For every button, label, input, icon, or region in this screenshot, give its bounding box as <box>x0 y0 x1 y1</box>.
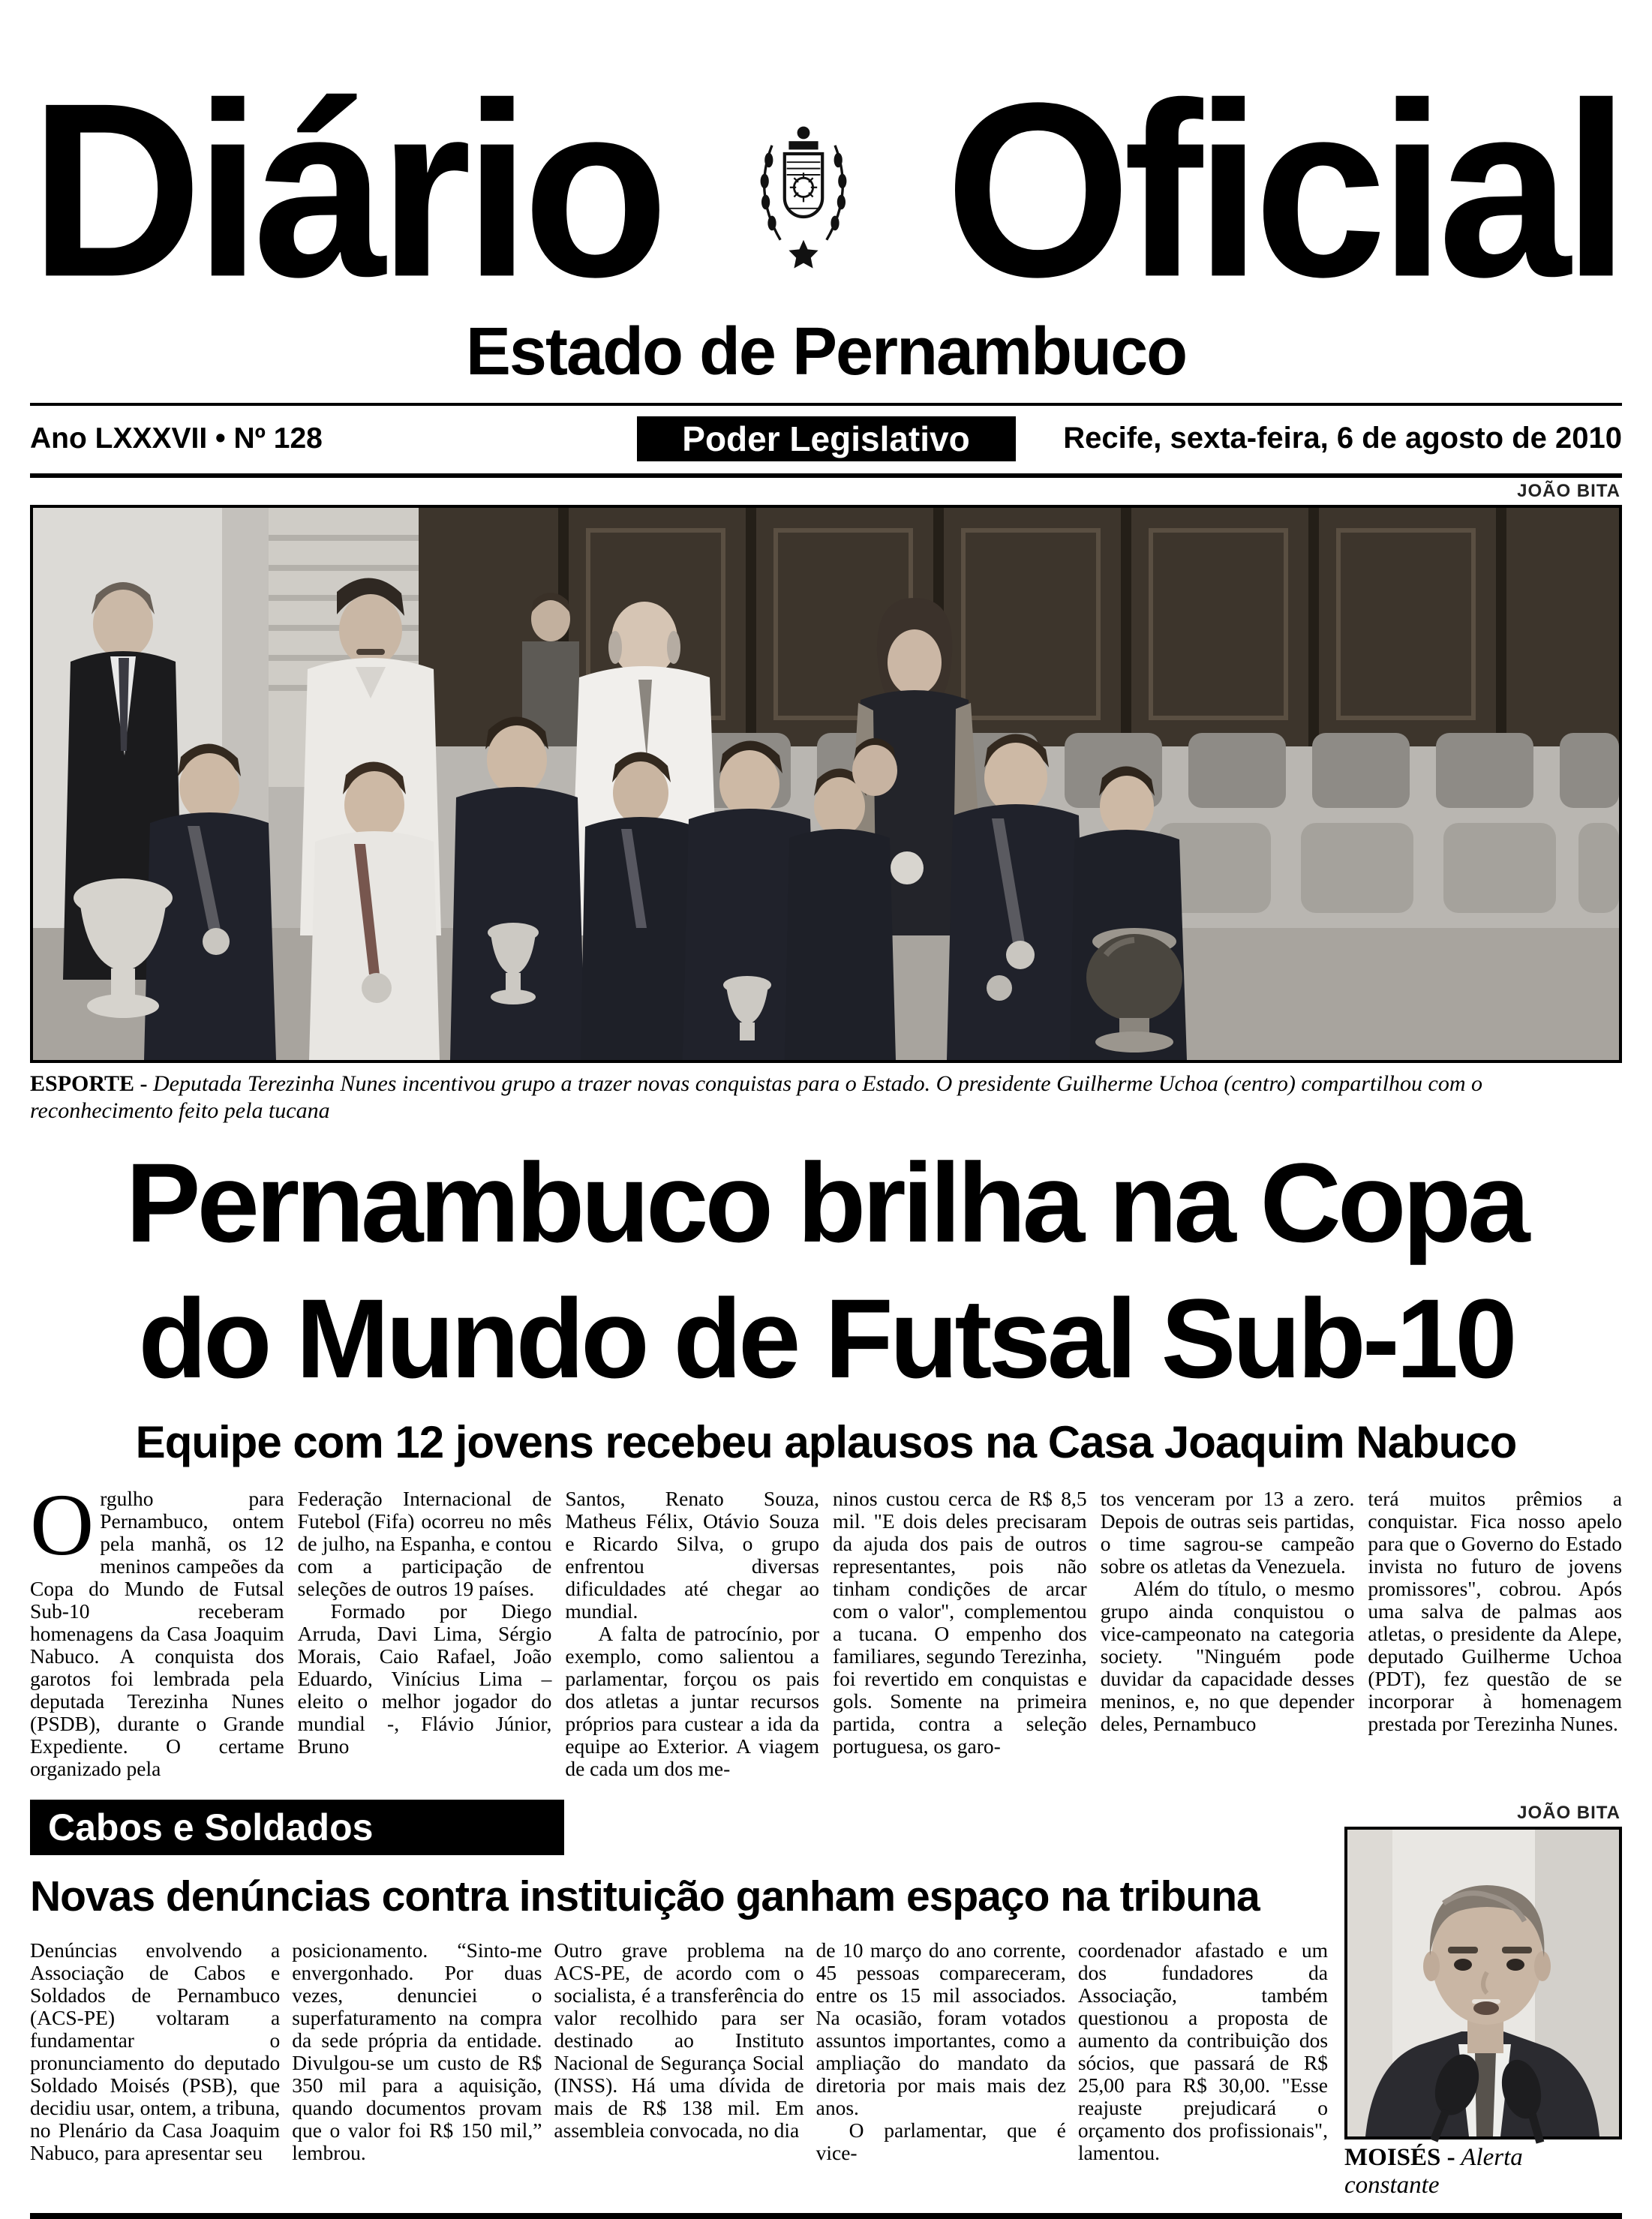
lead-photo <box>30 505 1622 1063</box>
drop-cap: O <box>30 1475 95 1574</box>
lead-photo-caption <box>30 1070 1622 1125</box>
lead-headline <box>30 1135 1622 1407</box>
lead-column-5: tos venceram por 13 a zero. Depois de outras seis partidas, o time sagrou-se campeão sobre os atletas da Venezuela. Além do título, o mesmo grupo ainda conquistou o vice-campeonato na categoria society. "Ninguém pode duvidar da capacidade desses meninos, e, no que depender deles, Pernambuco <box>1100 1486 1355 1735</box>
second-column-4: de 10 março do ano corrente, 45 pessoas compareceram, entre os 15 mil associados. Na ocasião, foram votados assuntos importantes, como a ampliação do mandato da diretoria por mais mais dez anos. O parlamentar, que é vice- <box>815 1938 1066 2164</box>
lead-column-6: terá muitos prêmios a conquistar. Fica nosso apelo para que o Governo do Estado invista no futuro de jovens promissores", cobrou. Após uma salva de palmas aos atletas, o presidente da Alepe, deputado Guilherme Uchoa (PDT), fez questão de se incorporar à homenagem prestada por Terezinha Nunes. <box>1368 1486 1623 1735</box>
lead-column-4: ninos custou cerca de R$ 8,5 mil. "E dois deles precisaram da ajuda dos pais de outros representantes, pois não tinham condições de arcar com o valor", complementou a tucana. O empenho dos familiares, segundo Terezinha, foi revertido em conquistas e gols. Somente na primeira partida, contra a seleção portuguesa, os garo- <box>833 1486 1087 1758</box>
rule-above-photo <box>30 473 1622 478</box>
dateline: Recife, sexta-feira, 6 de agosto de 2010 <box>1063 422 1622 455</box>
caption-text: Deputada Terezinha Nunes incentivou grupo a trazer novas conquistas para o Estado. O presidente Guilherme Uchoa (centro) compartilhou com o reconhecimento feito pela tucana <box>30 1070 1483 1123</box>
second-story <box>30 1800 1622 2199</box>
lead-subheadline: Equipe com 12 jovens recebeu aplausos na Casa Joaquim Nabuco <box>135 1416 1517 1467</box>
second-body-columns <box>30 1939 1328 2164</box>
caption-kicker: ESPORTE - <box>30 1070 148 1096</box>
second-headline: Novas denúncias contra instituição ganham espaço na tribuna <box>30 1872 1260 1920</box>
lead-body-columns <box>30 1475 1623 1780</box>
masthead <box>30 51 1622 329</box>
lead-column-2: Federação Internacional de Futebol (Fifa) ocorreu no mês de julho, na Espanha, e contou com a participação de seleções de outros 19 países. Formado por Diego Arruda, Davi Lima, Sérgio Morais, Caio Rafael, João Eduardo, Vinícius Lima – eleito o melhor jogador do mundial -, Flávio Júnior, Bruno <box>297 1486 552 1758</box>
moises-photo <box>1344 1827 1622 2139</box>
moises-photo-caption: MOISÉS - Alerta constante <box>1344 2143 1523 2199</box>
rule-under-masthead <box>30 403 1622 406</box>
bottom-rule <box>30 2213 1622 2219</box>
edition-number: Ano LXXXVII • Nº 128 <box>30 422 323 455</box>
info-bar <box>30 415 1622 463</box>
rail-photo-credit: JOÃO BITA <box>1517 1802 1620 1823</box>
lead-column-3: Santos, Renato Souza, Matheus Félix, Otávio Souza e Ricardo Silva, o grupo enfrentou diversas dificuldades até chegar ao mundial. A falta de patrocínio, por exemplo, como salientou a parlamentar, forçou os pais dos atletas a juntar recursos próprios para custear a ida da equipe ao Exterior. A viagem de cada um dos me- <box>565 1486 820 1780</box>
masthead-title-right: Oficial <box>945 51 1622 329</box>
second-story-rail <box>1328 1800 1622 2199</box>
masthead-subtitle: Estado de Pernambuco <box>465 314 1187 389</box>
pernambuco-coat-of-arms-icon <box>740 121 867 260</box>
second-column-3: Outro grave problema na ACS-PE, de acordo com o socialista, é a transferência do valor recolhido para ser destinado ao Instituto Nacional de Segurança Social (INSS). Há uma dívida de mais de R$ 138 mil. Em assembleia convocada, no dia <box>554 1938 804 2142</box>
section-label-poder-legislativo: Poder Legislativo <box>637 416 1016 461</box>
second-story-main <box>30 1800 1328 2199</box>
second-column-2: posicionamento. “Sinto-me envergonhado. Por duas vezes, denunciei o superfaturamento na compra da sede própria da entidade. Divulgou-se um custo de R$ 350 mil para a aquisição, quando documentos provam que o valor foi R$ 150 mil,” lembrou. <box>292 1938 542 2164</box>
lead-headline-line1: Pernambuco brilha na Copa <box>125 1139 1527 1266</box>
lead-column-1: Orgulho para Pernambuco, ontem pela manhã, os 12 meninos campeões da Copa do Mundo de Futsal Sub-10 receberam homenagens da Casa Joaquim Nabuco. A conquista dos garotos foi lembrada pela deputada Terezinha Nunes (PSDB), durante o Grande Expediente. O certame organizado pela <box>30 1475 284 1780</box>
masthead-title-left: Diário <box>30 51 662 329</box>
section-bar-cabos-e-soldados: Cabos e Soldados <box>30 1800 564 1855</box>
lead-headline-line2: do Mundo de Futsal Sub-10 <box>138 1275 1514 1401</box>
lead-photo-credit: JOÃO BITA <box>1517 480 1620 501</box>
second-column-5: coordenador afastado e um dos fundadores da Associação, também questionou a proposta de aumento da contribuição dos sócios, que passará de R$ 25,00 para R$ 30,00. "Esse reajuste prejudicará o orçamento dos profissionais", lamentou. <box>1077 1938 1329 2164</box>
second-column-1: Denúncias envolvendo a Associação de Cabos e Soldados de Pernambuco (ACS-PE) voltaram a fundamentar o pronunciamento do deputado Soldado Moisés (PSB), que decidiu usar, ontem, a tribuna, no Plenário da Casa Joaquim Nabuco, para apresentar seu <box>30 1938 281 2164</box>
